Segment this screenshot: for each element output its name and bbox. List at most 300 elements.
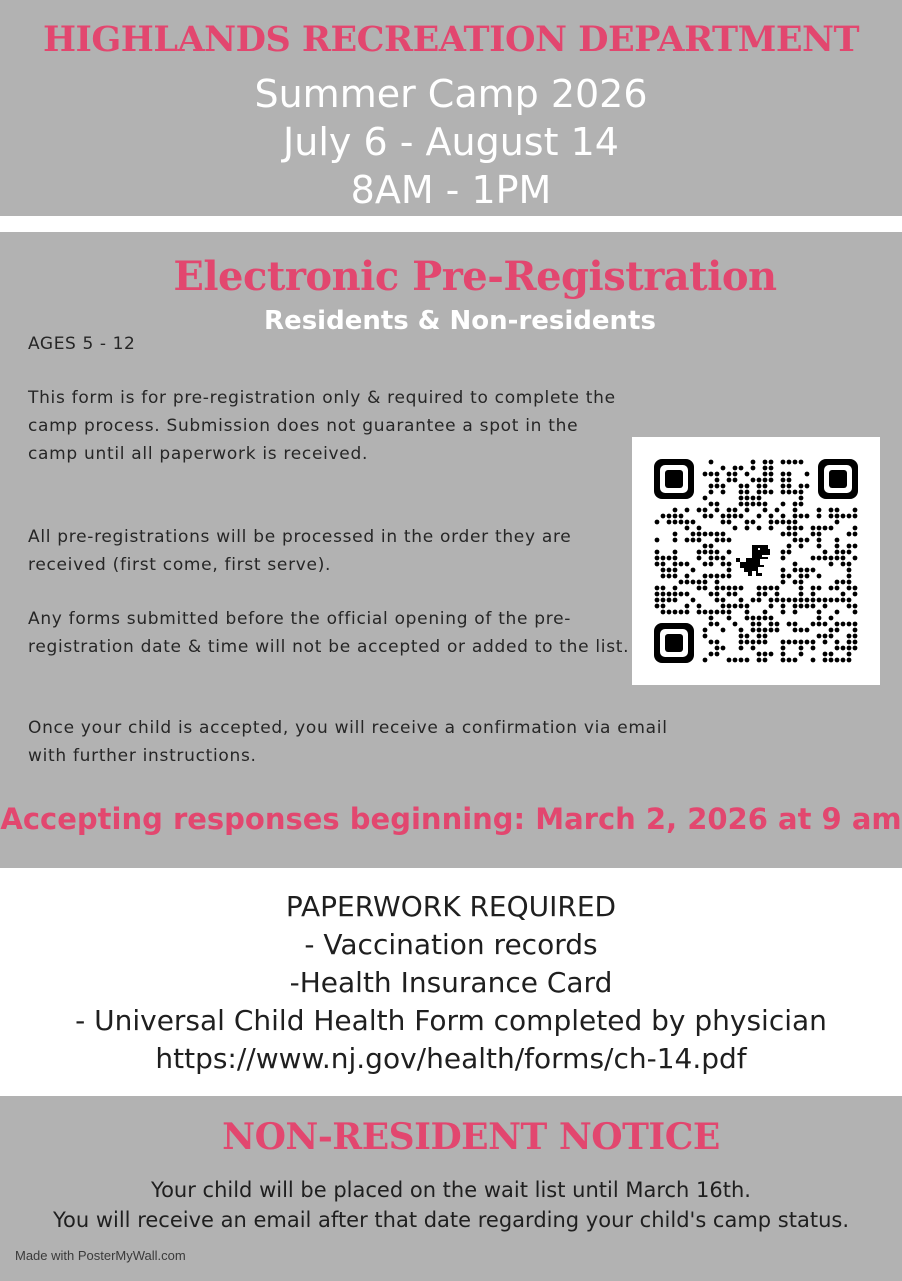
qr-module (739, 514, 744, 519)
qr-module (679, 580, 684, 585)
qr-module (739, 598, 744, 603)
qr-module (661, 586, 666, 591)
qr-module (829, 616, 834, 621)
qr-module (715, 610, 720, 615)
qr-module (691, 598, 696, 603)
qr-module (799, 484, 804, 489)
qr-module (823, 526, 828, 531)
qr-module (811, 532, 816, 537)
paperwork-item-health-form: - Universal Child Health Form completed by physician (75, 1004, 827, 1037)
qr-module (817, 586, 822, 591)
qr-module (781, 658, 786, 663)
qr-module (715, 478, 720, 483)
qr-module (787, 544, 792, 549)
qr-module (853, 532, 858, 537)
qr-module (751, 466, 756, 471)
qr-module (793, 538, 798, 543)
qr-module (721, 556, 726, 561)
qr-module (769, 514, 774, 519)
qr-module (715, 502, 720, 507)
qr-module (805, 568, 810, 573)
qr-module (703, 550, 708, 555)
qr-module (709, 490, 714, 495)
qr-module (721, 520, 726, 525)
postermywall-credit: Made with PosterMyWall.com (15, 1248, 186, 1263)
qr-module (781, 502, 786, 507)
qr-module (769, 604, 774, 609)
qr-module (763, 628, 768, 633)
qr-module (781, 598, 786, 603)
qr-module (673, 508, 678, 513)
qr-module (817, 538, 822, 543)
qr-module (763, 658, 768, 663)
qr-module (769, 526, 774, 531)
qr-module (835, 550, 840, 555)
qr-module (757, 592, 762, 597)
qr-module (799, 592, 804, 597)
qr-module (823, 556, 828, 561)
qr-module (817, 610, 822, 615)
qr-module (751, 640, 756, 645)
qr-module (793, 628, 798, 633)
qr-module (799, 526, 804, 531)
qr-module (709, 622, 714, 627)
qr-finder-top-right (818, 459, 858, 499)
qr-module (673, 592, 678, 597)
qr-module (751, 502, 756, 507)
qr-module (781, 550, 786, 555)
qr-module (745, 658, 750, 663)
qr-module (727, 472, 732, 477)
info-paragraph-early-forms: Any forms submitted before the official opening of the pre-registration date & time will not be accepted or added to the list. (28, 609, 630, 657)
qr-module (781, 460, 786, 465)
qr-module (709, 550, 714, 555)
qr-module (817, 514, 822, 519)
qr-module (757, 658, 762, 663)
qr-module (775, 592, 780, 597)
qr-module (853, 544, 858, 549)
qr-module (799, 604, 804, 609)
qr-module (715, 550, 720, 555)
qr-module (847, 586, 852, 591)
qr-module (709, 472, 714, 477)
qr-module (757, 496, 762, 501)
qr-module (745, 634, 750, 639)
notice-line-email: You will receive an email after that date regarding your child's camp status. (52, 1208, 850, 1232)
qr-module (739, 634, 744, 639)
qr-module (775, 622, 780, 627)
qr-module (769, 460, 774, 465)
qr-module (805, 640, 810, 645)
qr-module (835, 538, 840, 543)
qr-module (715, 592, 720, 597)
qr-module (829, 562, 834, 567)
qr-module (727, 574, 732, 579)
qr-module (847, 640, 852, 645)
qr-module (763, 508, 768, 513)
qr-module (733, 526, 738, 531)
qr-module (787, 526, 792, 531)
qr-module (757, 628, 762, 633)
registration-qr-code[interactable] (632, 437, 880, 685)
qr-module (841, 514, 846, 519)
qr-module (805, 598, 810, 603)
qr-module (847, 604, 852, 609)
qr-module (781, 556, 786, 561)
qr-module (751, 628, 756, 633)
qr-module (721, 562, 726, 567)
qr-module (673, 568, 678, 573)
qr-module (757, 652, 762, 657)
qr-module (757, 586, 762, 591)
qr-module (841, 580, 846, 585)
qr-module (727, 550, 732, 555)
qr-module (853, 586, 858, 591)
qr-module (781, 514, 786, 519)
qr-module (715, 508, 720, 513)
qr-module (769, 586, 774, 591)
qr-module (751, 460, 756, 465)
dinosaur-icon (736, 541, 776, 581)
camp-dates: July 6 - August 14 (283, 120, 619, 164)
qr-module (733, 478, 738, 483)
qr-module (769, 628, 774, 633)
qr-module (709, 532, 714, 537)
qr-module (757, 514, 762, 519)
qr-module (769, 652, 774, 657)
qr-module (739, 490, 744, 495)
qr-module (733, 622, 738, 627)
qr-module (835, 622, 840, 627)
qr-module (793, 514, 798, 519)
qr-module (853, 610, 858, 615)
qr-module (733, 508, 738, 513)
qr-module (781, 610, 786, 615)
qr-module (823, 634, 828, 639)
qr-module (847, 544, 852, 549)
ages-label: AGES 5 - 12 (28, 334, 136, 354)
qr-module (799, 490, 804, 495)
qr-module (781, 640, 786, 645)
qr-module (745, 604, 750, 609)
qr-module (853, 628, 858, 633)
qr-module (709, 640, 714, 645)
qr-module (661, 556, 666, 561)
qr-module (835, 556, 840, 561)
qr-module (685, 604, 690, 609)
qr-module (673, 610, 678, 615)
qr-module (655, 586, 660, 591)
qr-module (763, 634, 768, 639)
qr-module (775, 520, 780, 525)
qr-module (787, 550, 792, 555)
qr-module (709, 562, 714, 567)
qr-module (799, 568, 804, 573)
qr-module (751, 496, 756, 501)
qr-module (769, 616, 774, 621)
qr-module (781, 478, 786, 483)
qr-module (769, 520, 774, 525)
qr-finder-bottom-left (654, 623, 694, 663)
qr-module (739, 640, 744, 645)
qr-module (823, 652, 828, 657)
qr-module (721, 532, 726, 537)
qr-module (781, 568, 786, 573)
qr-module (805, 472, 810, 477)
qr-module (733, 466, 738, 471)
qr-module (835, 508, 840, 513)
qr-module (739, 604, 744, 609)
qr-module (745, 610, 750, 615)
qr-module (847, 598, 852, 603)
info-paragraph-preregistration: This form is for pre-registration only & required to complete the camp process. Submission does not guarantee a spot in the camp until all paperwork is received. (28, 388, 616, 464)
qr-module (721, 574, 726, 579)
qr-module (811, 586, 816, 591)
qr-module (787, 520, 792, 525)
qr-module (727, 592, 732, 597)
qr-module (769, 472, 774, 477)
qr-module (805, 484, 810, 489)
qr-module (751, 622, 756, 627)
qr-module (661, 610, 666, 615)
qr-module (727, 658, 732, 663)
qr-module (685, 580, 690, 585)
qr-module (685, 574, 690, 579)
qr-module (715, 580, 720, 585)
qr-module (835, 586, 840, 591)
qr-module (739, 496, 744, 501)
qr-module (655, 520, 660, 525)
qr-module (787, 622, 792, 627)
qr-module (811, 646, 816, 651)
qr-module (793, 610, 798, 615)
qr-module (799, 646, 804, 651)
qr-module (781, 532, 786, 537)
qr-module (721, 538, 726, 543)
qr-module (739, 502, 744, 507)
qr-module (667, 520, 672, 525)
qr-module (667, 592, 672, 597)
qr-module (811, 526, 816, 531)
qr-module (703, 610, 708, 615)
qr-module (757, 634, 762, 639)
qr-module (727, 478, 732, 483)
qr-module (733, 604, 738, 609)
qr-module (715, 598, 720, 603)
qr-module (811, 640, 816, 645)
qr-module (703, 574, 708, 579)
qr-module (835, 640, 840, 645)
qr-module (685, 508, 690, 513)
qr-module (715, 484, 720, 489)
qr-module (829, 514, 834, 519)
qr-module (757, 598, 762, 603)
qr-module (661, 562, 666, 567)
qr-module (709, 610, 714, 615)
qr-module (691, 580, 696, 585)
qr-module (703, 544, 708, 549)
qr-module (847, 574, 852, 579)
qr-module (697, 550, 702, 555)
qr-module (739, 628, 744, 633)
qr-module (709, 556, 714, 561)
qr-module (829, 628, 834, 633)
qr-module (697, 538, 702, 543)
qr-module (787, 598, 792, 603)
qr-module (745, 502, 750, 507)
qr-module (853, 514, 858, 519)
qr-module (823, 598, 828, 603)
qr-module (793, 508, 798, 513)
qr-module (841, 622, 846, 627)
qr-module (763, 502, 768, 507)
qr-module (781, 652, 786, 657)
qr-module (727, 604, 732, 609)
qr-module (763, 586, 768, 591)
qr-module (763, 478, 768, 483)
qr-module (847, 568, 852, 573)
qr-module (673, 550, 678, 555)
qr-module (817, 634, 822, 639)
qr-module (673, 520, 678, 525)
qr-module (829, 556, 834, 561)
qr-module (697, 604, 702, 609)
qr-module (757, 502, 762, 507)
qr-module (655, 604, 660, 609)
qr-module (763, 616, 768, 621)
notice-title: NON-RESIDENT NOTICE (222, 1116, 720, 1158)
qr-module (805, 538, 810, 543)
qr-module (817, 574, 822, 579)
qr-module (691, 538, 696, 543)
info-paragraph-confirmation: Once your child is accepted, you will receive a confirmation via email with further instructions. (28, 718, 668, 766)
qr-module (847, 532, 852, 537)
qr-module (799, 514, 804, 519)
qr-module (745, 496, 750, 501)
qr-module (775, 598, 780, 603)
qr-module (835, 598, 840, 603)
qr-module (715, 532, 720, 537)
qr-module (679, 562, 684, 567)
qr-module (793, 658, 798, 663)
qr-module (685, 610, 690, 615)
qr-module (805, 628, 810, 633)
qr-module (739, 646, 744, 651)
qr-module (847, 634, 852, 639)
qr-module (811, 622, 816, 627)
qr-module (727, 610, 732, 615)
qr-module (727, 616, 732, 621)
qr-module (823, 604, 828, 609)
qr-module (847, 562, 852, 567)
qr-module (835, 628, 840, 633)
qr-module (655, 538, 660, 543)
qr-module (823, 550, 828, 555)
qr-module (805, 604, 810, 609)
qr-module (787, 640, 792, 645)
qr-module (793, 562, 798, 567)
qr-module (733, 586, 738, 591)
qr-module (757, 616, 762, 621)
qr-module (763, 472, 768, 477)
qr-module (811, 568, 816, 573)
qr-module (685, 538, 690, 543)
qr-module (835, 514, 840, 519)
qr-module (691, 532, 696, 537)
qr-module (793, 490, 798, 495)
qr-module (715, 640, 720, 645)
qr-module (841, 592, 846, 597)
qr-module (763, 490, 768, 495)
qr-module (847, 580, 852, 585)
qr-module (781, 484, 786, 489)
qr-module (703, 658, 708, 663)
qr-module (703, 634, 708, 639)
qr-module (841, 550, 846, 555)
qr-module (847, 514, 852, 519)
qr-module (853, 604, 858, 609)
qr-module (721, 490, 726, 495)
qr-module (853, 640, 858, 645)
paperwork-section (0, 868, 902, 1096)
qr-module (751, 520, 756, 525)
qr-module (745, 640, 750, 645)
qr-module (769, 598, 774, 603)
qr-module (673, 556, 678, 561)
qr-module (703, 562, 708, 567)
qr-module (745, 526, 750, 531)
qr-module (841, 646, 846, 651)
qr-module (829, 658, 834, 663)
qr-module (721, 586, 726, 591)
qr-module (715, 586, 720, 591)
qr-module (721, 628, 726, 633)
qr-module (655, 598, 660, 603)
qr-module (775, 586, 780, 591)
qr-module (673, 532, 678, 537)
qr-module (757, 640, 762, 645)
qr-module (799, 628, 804, 633)
qr-module (679, 514, 684, 519)
qr-module (853, 508, 858, 513)
paperwork-heading: PAPERWORK REQUIRED (285, 890, 617, 923)
qr-module (811, 598, 816, 603)
qr-module (769, 478, 774, 483)
qr-code-graphic (654, 459, 858, 663)
qr-module (835, 658, 840, 663)
qr-module (751, 616, 756, 621)
qr-module (727, 568, 732, 573)
health-form-link[interactable]: https://www.nj.gov/health/forms/ch-14.pdf (155, 1042, 747, 1075)
registration-section (0, 232, 902, 868)
qr-module (739, 658, 744, 663)
qr-module (709, 616, 714, 621)
qr-module (673, 598, 678, 603)
qr-module (715, 652, 720, 657)
notice-line-waitlist: Your child will be placed on the wait list until March 16th. (151, 1178, 751, 1202)
qr-module (745, 616, 750, 621)
qr-module (673, 574, 678, 579)
qr-module (781, 574, 786, 579)
qr-module (703, 580, 708, 585)
qr-module (829, 598, 834, 603)
qr-module (709, 484, 714, 489)
qr-module (811, 604, 816, 609)
qr-module (811, 556, 816, 561)
qr-module (727, 508, 732, 513)
qr-module (715, 646, 720, 651)
qr-module (703, 628, 708, 633)
